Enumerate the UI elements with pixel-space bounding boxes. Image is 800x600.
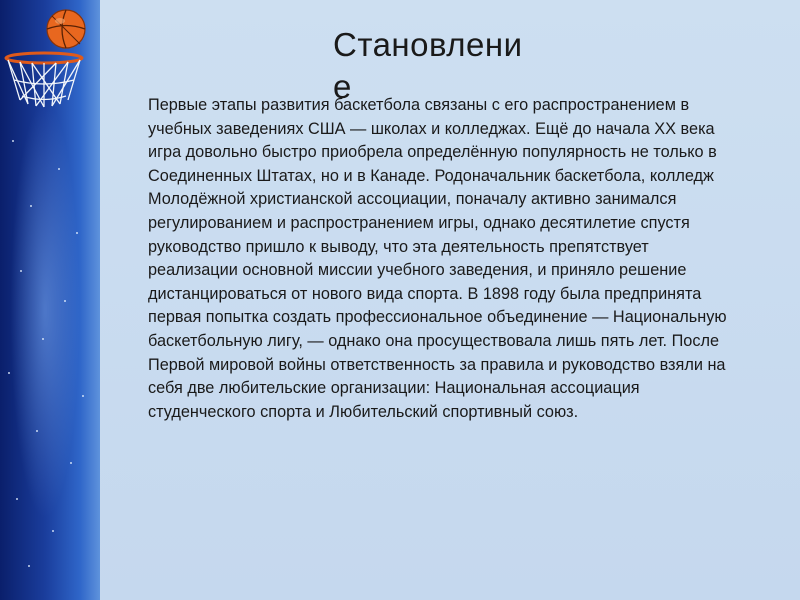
net [8,60,80,107]
sparkle [76,232,78,234]
sidebar-glow [10,100,80,520]
sparkle [8,372,10,374]
sparkle [52,530,54,532]
sparkle [82,395,84,397]
sparkle [12,140,14,142]
sidebar-decoration [0,0,100,600]
basketball-hoop-icon [0,0,100,120]
sparkle [58,168,60,170]
sparkle [28,565,30,567]
basketball-icon [47,10,85,48]
sparkle [70,462,72,464]
slide-title: Становление [333,26,523,105]
sparkle [42,338,44,340]
sparkle [30,205,32,207]
sparkle [20,270,22,272]
slide-body-text: Первые этапы развития баскетбола связаны с его распространением в учебных заведениях США — школах и колледжах. Ещё до начала XX века игра довольно быстро приобрела определённую популярность не только в Соединенных Штатах, но и в Канаде. Родоначальник баскетбола, колледж Молодёжной христианской ассоциации, поначалу активно занимался регулированием и распространением игры, однако десятилетие спустя руководство пришло к выводу, что эта деятельность препятствует реализации основной миссии учебного заведения, и приняло решение дистанцироваться от нового вида спорта. В 1898 году была предпринята первая попытка создать профессиональное объединение — Национальную баскетбольную лигу, — однако она просуществовала лишь пять лет. После Первой мировой войны ответственность за правила и руководство взяли на себя две любительские организации: Национальная ассоциация студенческого спорта и Любительский спортивный союз. [148,96,727,421]
sparkle [64,300,66,302]
sparkle [36,430,38,432]
sparkle [16,498,18,500]
